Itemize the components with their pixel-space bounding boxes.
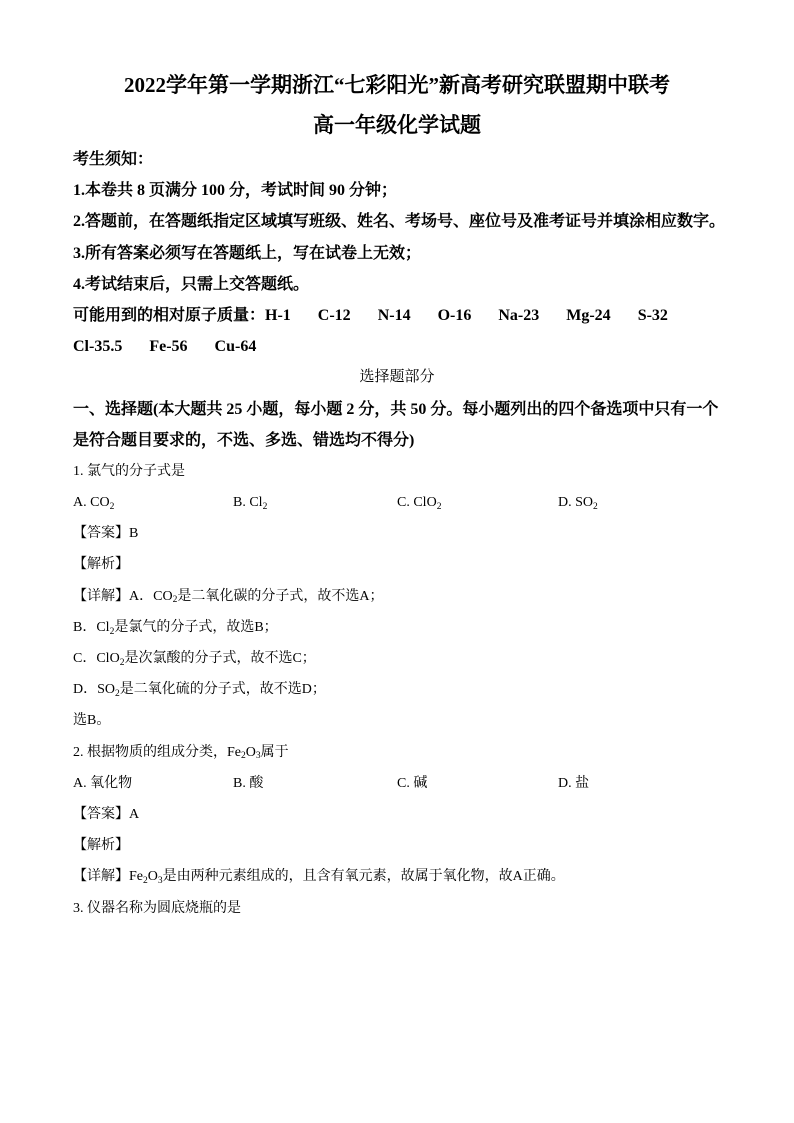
option-a (73, 487, 233, 518)
option-c: C. 碱 (397, 775, 428, 791)
notice-heading: 考生须知： (73, 151, 154, 168)
atomic-mass-value: O-16 (437, 306, 472, 324)
question-1-answer: 【答案】B (73, 526, 139, 542)
explanation-text: O (147, 869, 158, 885)
explanation-text: D．SO (73, 682, 116, 698)
subscript: 2 (119, 657, 125, 668)
subscript: 2 (262, 501, 268, 512)
option-a: A. 氧化物 (73, 775, 133, 791)
question-3-stem: 3. 仪器名称为圆底烧瓶的是 (73, 900, 241, 916)
notice-item-4: 4.考试结束后，只需上交答题纸。 (73, 275, 310, 293)
section-instruction-2: 是符合题目要求的，不选、多选、错选均不得分) (73, 431, 415, 449)
explanation-text: C．ClO (73, 651, 120, 666)
question-1-stem: 1. 氯气的分子式是 (73, 463, 185, 479)
explanation-text: 【详解】Fe (73, 869, 143, 885)
question-1-conclusion: 选B。 (73, 713, 111, 729)
exam-title: 2022学年第一学期浙江“七彩阳光”新高考研究联盟期中联考 (124, 73, 670, 97)
atomic-masses-line-1 (73, 300, 743, 331)
notice-item-2: 2.答题前，在答题纸指定区域填写班级、姓名、考场号、座位号及准考证号并填涂相应数字。 (73, 213, 726, 231)
option-d: D. 盐 (558, 775, 590, 791)
explanation-text: 是由两种元素组成的，且含有氧元素，故属于氧化物，故A正确。 (162, 869, 565, 885)
subscript: 2 (143, 876, 148, 887)
explanation-text: 是二氧化碳的分子式，故不选A； (177, 588, 384, 604)
atomic-mass-value: C-12 (317, 306, 351, 324)
section-instruction-1: 一、选择题(本大题共 25 小题，每小题 2 分，共 50 分。每小题列出的四个备选项中只有一个 (73, 400, 719, 418)
question-2-analysis-label: 【解析】 (73, 838, 129, 854)
subscript: 2 (109, 501, 115, 512)
subscript: 2 (172, 595, 178, 606)
atomic-mass-value: N-14 (377, 306, 411, 324)
question-2-stem (73, 737, 743, 768)
option-b (233, 487, 397, 518)
option-text: A. CO (73, 495, 110, 511)
question-1-explanation-a (73, 581, 743, 612)
explanation-text: 【详解】A．CO (73, 588, 173, 604)
stem-text: 2. 根据物质的组成分类，Fe (73, 744, 241, 760)
exam-subtitle: 高一年级化学试题 (313, 113, 481, 137)
explanation-text: 是氯气的分子式，故选B； (114, 619, 278, 635)
explanation-text: 是二氧化硫的分子式，故不选D； (119, 682, 326, 698)
option-text: D. SO (558, 495, 594, 511)
question-2-answer: 【答案】A (73, 806, 140, 822)
atomic-mass-value: S-32 (637, 306, 668, 324)
atomic-masses-line-2 (73, 331, 743, 362)
question-2-explanation (73, 861, 743, 892)
notice-item-1: 1.本卷共 8 页满分 100 分，考试时间 90 分钟； (73, 182, 398, 200)
subscript: 2 (109, 626, 115, 637)
subscript: 3 (157, 876, 163, 887)
atomic-mass-value: Mg-24 (566, 306, 611, 324)
option-d (558, 487, 743, 518)
question-1-analysis-label: 【解析】 (73, 557, 129, 573)
option-c (397, 487, 558, 518)
subscript: 2 (436, 501, 442, 512)
subscript: 2 (115, 689, 120, 700)
atomic-mass-value: Cl-35.5 (73, 338, 123, 356)
option-text: C. ClO (397, 495, 437, 511)
atomic-mass-value: Na-23 (498, 306, 540, 324)
explanation-text: 是次氯酸的分子式，故不选C； (124, 651, 316, 666)
stem-text: O (245, 744, 256, 760)
question-1-explanation-c (73, 643, 743, 674)
option-text: B. Cl (233, 495, 263, 511)
explanation-text: B．Cl (73, 619, 110, 635)
section-title: 选择题部分 (359, 369, 435, 386)
exam-content (73, 144, 743, 924)
question-1-explanation-b (73, 612, 743, 643)
subscript: 2 (593, 501, 598, 512)
question-2-options (73, 768, 743, 799)
subscript: 3 (255, 751, 261, 762)
atomic-mass-value: Fe-56 (149, 338, 188, 356)
subscript: 2 (241, 751, 246, 762)
option-b: B. 酸 (233, 775, 264, 791)
atomic-mass-value: Cu-64 (214, 338, 257, 356)
atomic-mass-value: H-1 (265, 306, 291, 324)
question-1-options (73, 487, 743, 518)
notice-item-3: 3.所有答案必须写在答题纸上，写在试卷上无效； (73, 244, 422, 262)
stem-text: 属于 (260, 744, 289, 760)
question-1-explanation-d (73, 674, 743, 705)
atomic-masses-label: 可能用到的相对原子质量： (73, 306, 266, 324)
